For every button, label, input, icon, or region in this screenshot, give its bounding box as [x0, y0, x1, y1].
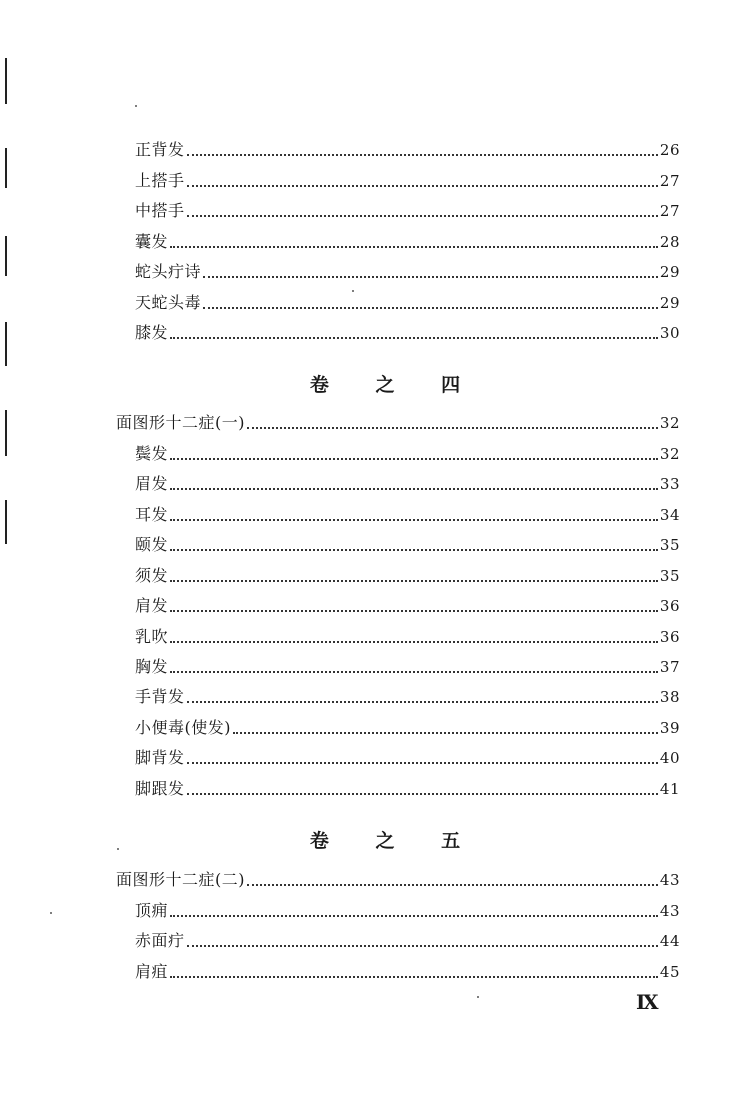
toc-entry[interactable] [135, 683, 680, 707]
scan-speck [50, 912, 52, 914]
leader-dots [203, 299, 658, 309]
leader-dots [170, 238, 658, 248]
leader-dots [170, 663, 658, 673]
leader-dots [247, 419, 658, 429]
leader-dots [187, 146, 658, 156]
leader-dots [170, 968, 658, 978]
toc-entry-page: 41 [659, 780, 680, 798]
toc-entry[interactable] [135, 228, 680, 252]
scan-edge-mark [5, 58, 7, 104]
toc-entry-page: 43 [659, 902, 680, 920]
leader-dots [170, 450, 658, 460]
section-heading: 卷 之 四 [309, 374, 481, 396]
toc-entry-page: 35 [659, 567, 680, 585]
toc-entry-title: 肩发 [135, 596, 169, 615]
leader-dots [187, 207, 658, 217]
toc-entry-title: 肩疽 [135, 962, 169, 981]
toc-entry[interactable] [135, 653, 680, 677]
leader-dots [187, 785, 658, 795]
scan-edge-mark [5, 410, 7, 456]
toc-entry[interactable] [135, 289, 680, 313]
toc-main-entry[interactable] [116, 866, 680, 890]
toc-entry[interactable] [135, 927, 680, 951]
toc-entry-page: 30 [659, 324, 680, 342]
toc-entry-title: 赤面疔 [135, 931, 185, 950]
toc-entry[interactable] [135, 470, 680, 494]
toc-entry-page: 40 [659, 749, 680, 767]
toc-entry[interactable] [135, 319, 680, 343]
toc-entry-page: 39 [659, 719, 680, 737]
toc-entry-page: 32 [659, 445, 680, 463]
leader-dots [247, 876, 658, 886]
toc-entry-title: 正背发 [135, 140, 185, 159]
leader-dots [170, 480, 658, 490]
leader-dots [170, 511, 658, 521]
section-heading: 卷 之 五 [309, 830, 481, 852]
toc-entry[interactable] [135, 714, 680, 738]
toc-entry[interactable] [135, 501, 680, 525]
toc-entry-page: 34 [659, 506, 680, 524]
leader-dots [187, 754, 658, 764]
toc-entry-title: 顶痈 [135, 901, 169, 920]
toc-entry[interactable] [135, 197, 680, 221]
toc-entry[interactable] [135, 440, 680, 464]
toc-entry-page: 32 [659, 414, 680, 432]
scan-edge-mark [5, 500, 7, 544]
toc-entry-title: 脚背发 [135, 748, 185, 767]
toc-entry-title: 膝发 [135, 323, 169, 342]
toc-entry[interactable] [135, 958, 680, 982]
toc-entry-title: 乳吹 [135, 627, 169, 646]
toc-entry-title: 颐发 [135, 535, 169, 554]
scan-speck [477, 996, 479, 998]
toc-main-entry[interactable] [116, 409, 680, 433]
toc-entry-page: 28 [659, 233, 680, 251]
toc-entry[interactable] [135, 258, 680, 282]
toc-entry-title: 天蛇头毒 [135, 293, 202, 312]
toc-entry-title: 胸发 [135, 657, 169, 676]
leader-dots [170, 572, 658, 582]
toc-entry[interactable] [135, 562, 680, 586]
toc-entry-page: 37 [659, 658, 680, 676]
toc-entry-title: 脚跟发 [135, 779, 185, 798]
toc-entry[interactable] [135, 136, 680, 160]
toc-entry-title: 耳发 [135, 505, 169, 524]
leader-dots [170, 329, 658, 339]
leader-dots [170, 907, 658, 917]
toc-entry-page: 45 [659, 963, 680, 981]
toc-entry-title: 蛇头疔诗 [135, 262, 202, 281]
toc-entry[interactable] [135, 897, 680, 921]
scan-edge-mark [5, 322, 7, 366]
toc-entry-page: 33 [659, 475, 680, 493]
toc-entry-title: 鬓发 [135, 444, 169, 463]
toc-entry-page: 26 [659, 141, 680, 159]
leader-dots [203, 268, 658, 278]
toc-entry-page: 44 [659, 932, 680, 950]
toc-entry-title: 中搭手 [135, 201, 185, 220]
toc-entry-title: 囊发 [135, 232, 169, 251]
leader-dots [187, 693, 658, 703]
toc-entry-title: 上搭手 [135, 171, 185, 190]
toc-entry-title: 面图形十二症(二) [116, 870, 245, 889]
scan-edge-mark [5, 236, 7, 276]
toc-entry-title: 面图形十二症(一) [116, 413, 245, 432]
scan-edge-mark [5, 148, 7, 188]
toc-entry-page: 43 [659, 871, 680, 889]
scan-speck [135, 105, 137, 107]
toc-entry-page: 29 [659, 263, 680, 281]
leader-dots [170, 602, 658, 612]
leader-dots [187, 177, 658, 187]
page-folio: Ⅸ [636, 990, 659, 1014]
toc-entry-title: 手背发 [135, 687, 185, 706]
leader-dots [187, 937, 658, 947]
toc-entry-page: 27 [659, 202, 680, 220]
toc-entry-title: 眉发 [135, 474, 169, 493]
toc-entry-page: 36 [659, 597, 680, 615]
toc-entry-page: 35 [659, 536, 680, 554]
toc-entry-title: 小便毒(使发) [135, 718, 231, 737]
toc-entry[interactable] [135, 775, 680, 799]
toc-entry[interactable] [135, 744, 680, 768]
toc-entry[interactable] [135, 531, 680, 555]
leader-dots [233, 724, 658, 734]
toc-entry-page: 29 [659, 294, 680, 312]
toc-entry-page: 36 [659, 628, 680, 646]
toc-entry[interactable] [135, 623, 680, 647]
toc-entry[interactable] [135, 592, 680, 616]
toc-entry-title: 须发 [135, 566, 169, 585]
leader-dots [170, 633, 658, 643]
toc-entry[interactable] [135, 167, 680, 191]
leader-dots [170, 541, 658, 551]
toc-entry-page: 27 [659, 172, 680, 190]
toc-entry-page: 38 [659, 688, 680, 706]
